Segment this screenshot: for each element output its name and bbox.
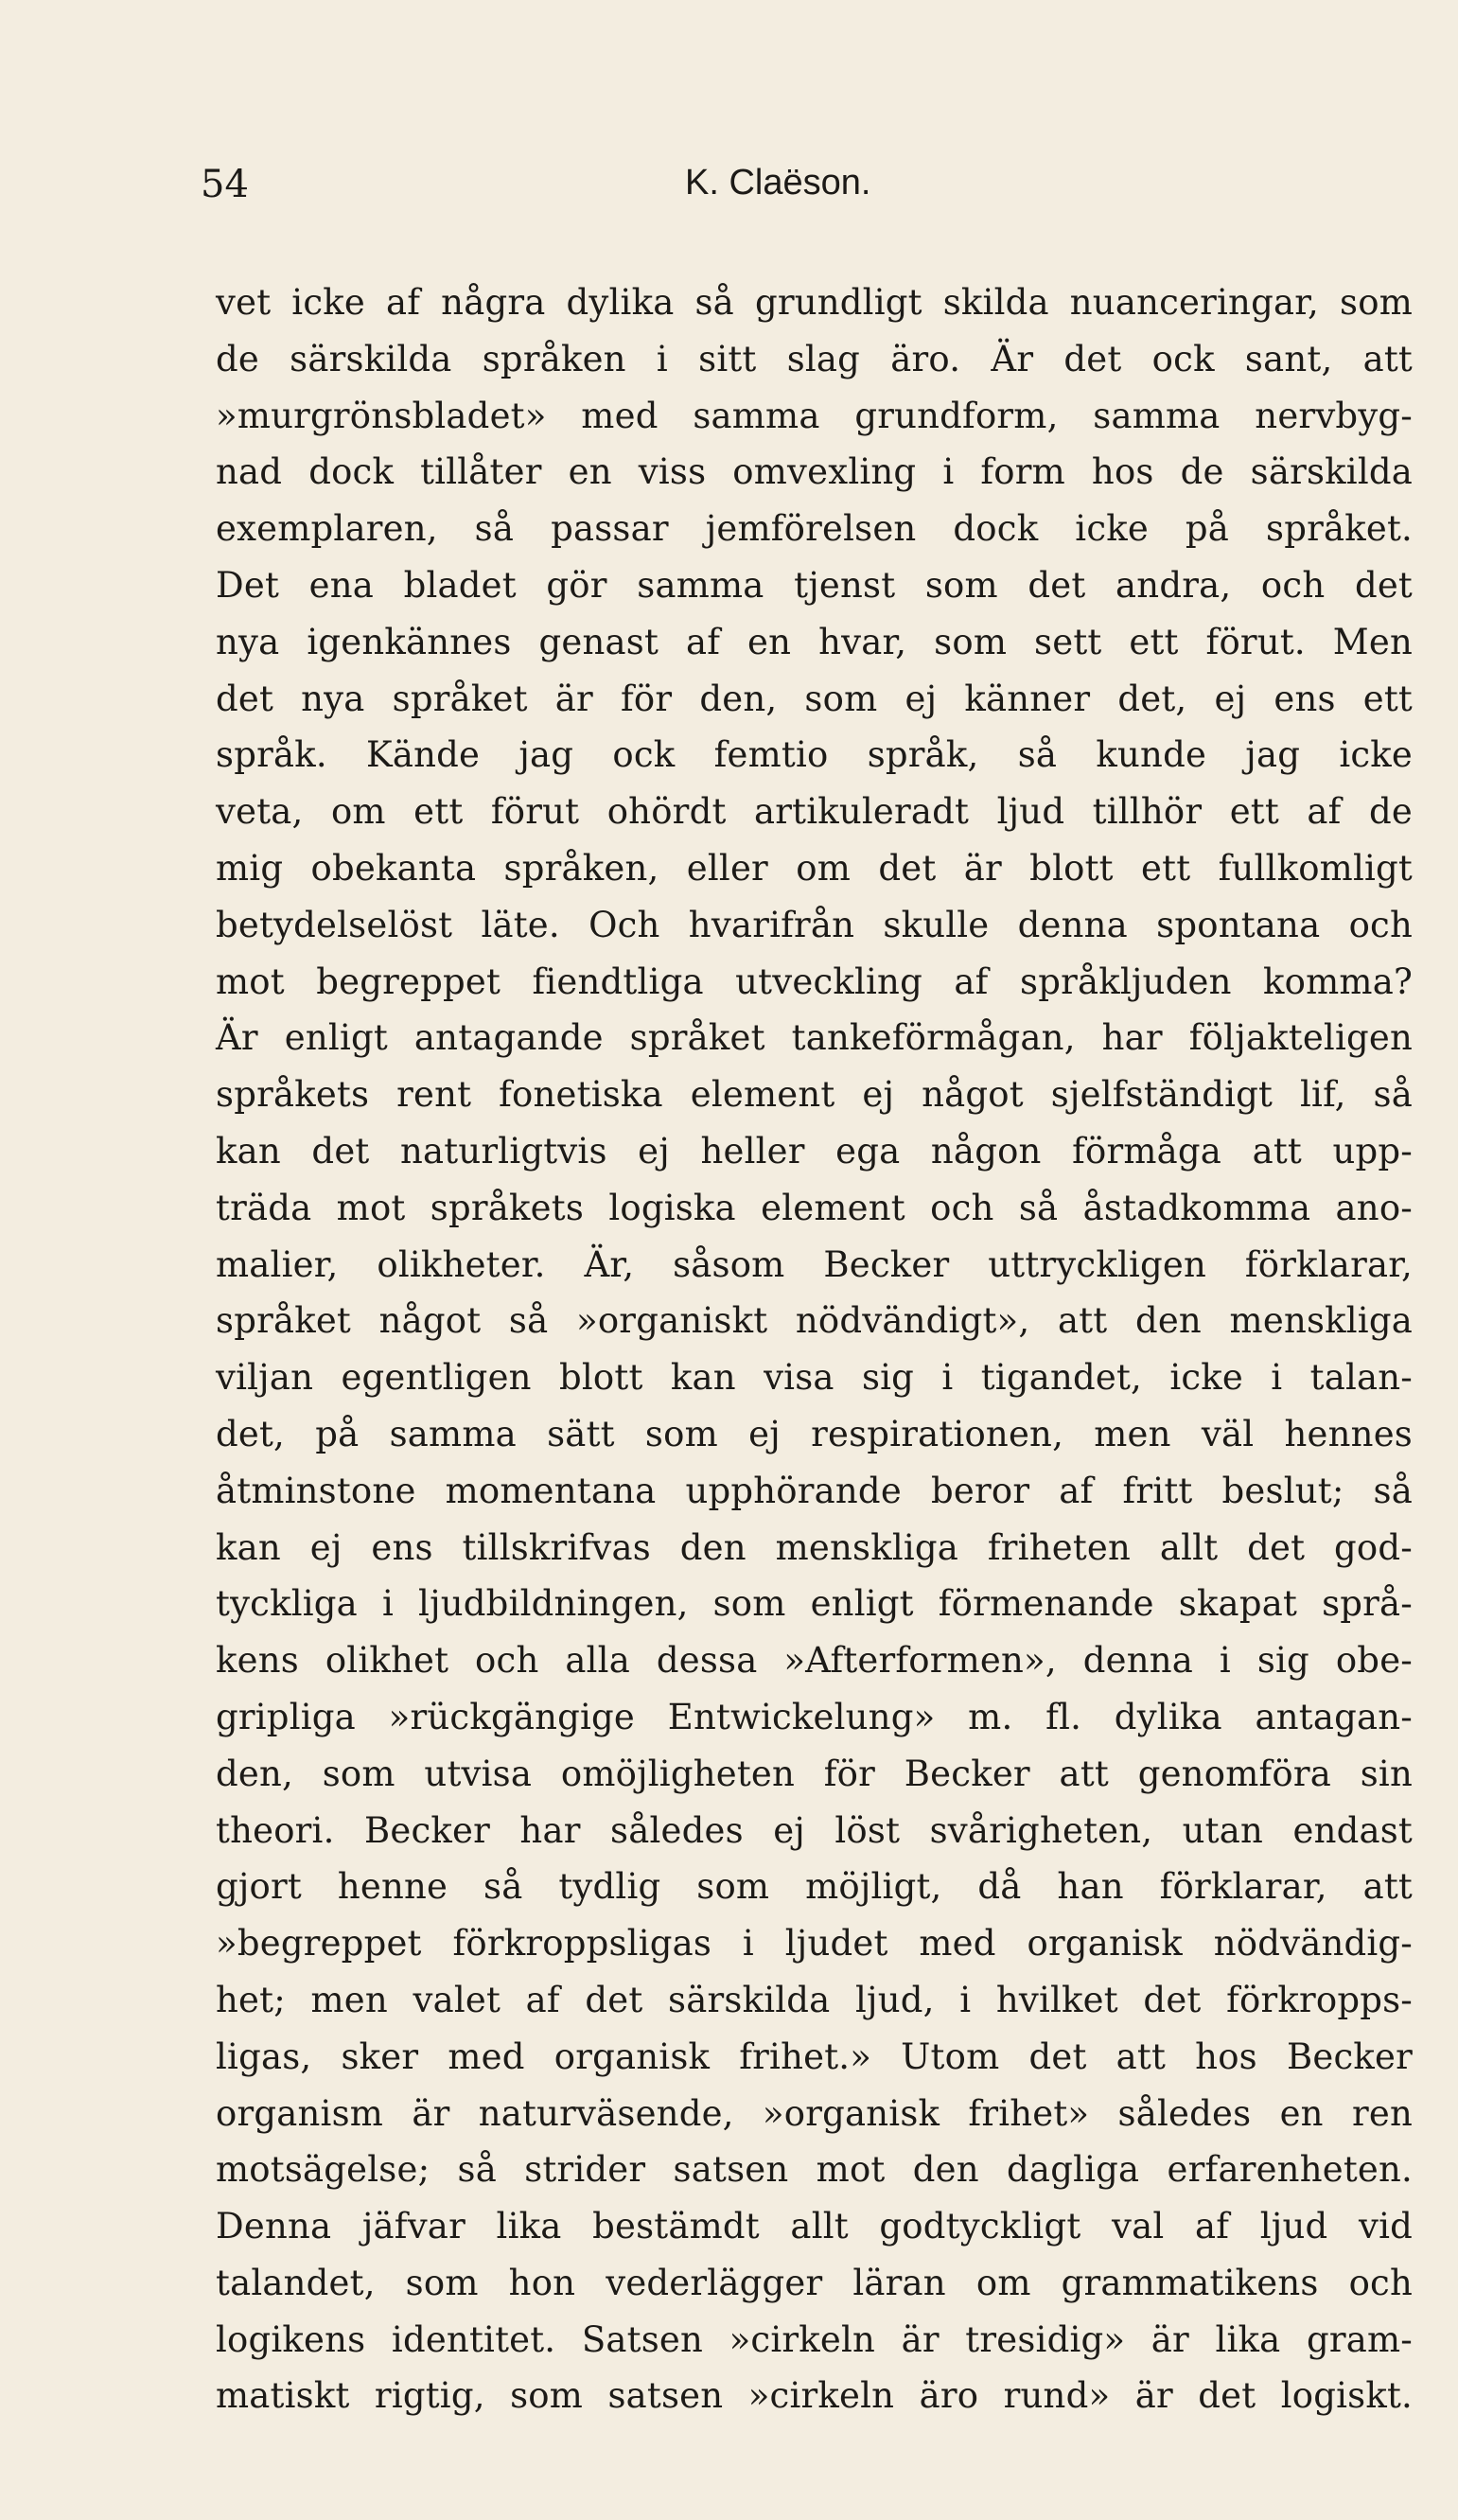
- text-line: viljan egentligen blott kan visa sig i tigandet, icke i talan-: [216, 1357, 1413, 1399]
- text-line: den, som utvisa omöjligheten för Becker att genomföra sin: [216, 1753, 1413, 1794]
- text-line: det, på samma sätt som ej respirationen, men väl hennes: [216, 1413, 1413, 1454]
- text-line: ligas, sker med organisk frihet.» Utom det att hos Becker: [216, 2035, 1413, 2077]
- text-line: gjort henne så tydlig som möjligt, då han förklarar, att: [216, 1866, 1413, 1908]
- text-line: språket något så »organiskt nödvändigt», att den menskliga: [216, 1300, 1413, 1342]
- body-text: [216, 274, 1413, 2424]
- page-number: 54: [201, 163, 249, 206]
- text-line: nya igenkännes genast af en hvar, som sett ett förut. Men: [216, 621, 1413, 662]
- text-line: mig obekanta språken, eller om det är blott ett fullkomligt: [216, 847, 1413, 889]
- text-line: Det ena bladet gör samma tjenst som det andra, och det: [216, 564, 1413, 606]
- text-line: kens olikhet och alla dessa »Afterformen», denna i sig obe-: [216, 1640, 1413, 1682]
- text-line: »begreppet förkroppsligas i ljudet med organisk nödvändig-: [216, 1923, 1413, 1965]
- text-line: veta, om ett förut ohördt artikuleradt ljud tillhör ett af de: [216, 791, 1413, 833]
- text-line: betydelselöst läte. Och hvarifrån skulle denna spontana och: [216, 904, 1413, 945]
- text-line: kan det naturligtvis ej heller ega någon förmåga att upp-: [216, 1130, 1413, 1172]
- text-line: organism är naturväsende, »organisk frihet» således en ren: [216, 2092, 1413, 2134]
- text-line: logikens identitet. Satsen »cirkeln är tresidig» är lika gram-: [216, 2318, 1413, 2360]
- text-line: motsägelse; så strider satsen mot den dagliga erfarenheten.: [216, 2149, 1413, 2191]
- text-line: språkets rent fonetiska element ej något sjelfständigt lif, så: [216, 1074, 1413, 1116]
- text-line: het; men valet af det särskilda ljud, i hvilket det förkropps-: [216, 1979, 1413, 2020]
- text-line: exemplaren, så passar jemförelsen dock icke på språket.: [216, 508, 1413, 550]
- text-line: Denna jäfvar lika bestämdt allt godtyckligt val af ljud vid: [216, 2206, 1413, 2247]
- text-line: talandet, som hon vederlägger läran om grammatikens och: [216, 2262, 1413, 2303]
- text-line: mot begreppet fiendtliga utveckling af språkljuden komma?: [216, 960, 1413, 1002]
- text-line: åtminstone momentana upphörande beror af fritt beslut; så: [216, 1470, 1413, 1511]
- text-line: de särskilda språken i sitt slag äro. Är det ock sant, att: [216, 338, 1413, 379]
- text-line: träda mot språkets logiska element och så åstadkomma ano-: [216, 1187, 1413, 1228]
- running-head: [201, 163, 1416, 220]
- text-line: det nya språket är för den, som ej känner det, ej ens ett: [216, 678, 1413, 719]
- text-line: Är enligt antagande språket tankeförmågan, har följakteligen: [216, 1017, 1413, 1059]
- text-line: »murgrönsbladet» med samma grundform, samma nervbyg-: [216, 395, 1413, 436]
- text-line: nad dock tillåter en viss omvexling i form hos de särskilda: [216, 451, 1413, 493]
- text-line: theori. Becker har således ej löst svårigheten, utan endast: [216, 1809, 1413, 1851]
- text-line: gripliga »rückgängige Entwickelung» m. fl. dylika antagan-: [216, 1696, 1413, 1737]
- text-line: matiskt rigtig, som satsen »cirkeln äro rund» är det logiskt.: [216, 2375, 1413, 2417]
- text-line: kan ej ens tillskrifvas den menskliga friheten allt det god-: [216, 1526, 1413, 1568]
- text-line: språk. Kände jag ock femtio språk, så kunde jag icke: [216, 734, 1413, 776]
- text-line: vet icke af några dylika så grundligt skilda nuanceringar, som: [216, 282, 1413, 323]
- text-line: tyckliga i ljudbildningen, som enligt förmenande skapat språ-: [216, 1583, 1413, 1625]
- running-head-author: K. Claëson.: [685, 163, 871, 203]
- text-line: malier, olikheter. Är, såsom Becker uttryckligen förklarar,: [216, 1243, 1413, 1285]
